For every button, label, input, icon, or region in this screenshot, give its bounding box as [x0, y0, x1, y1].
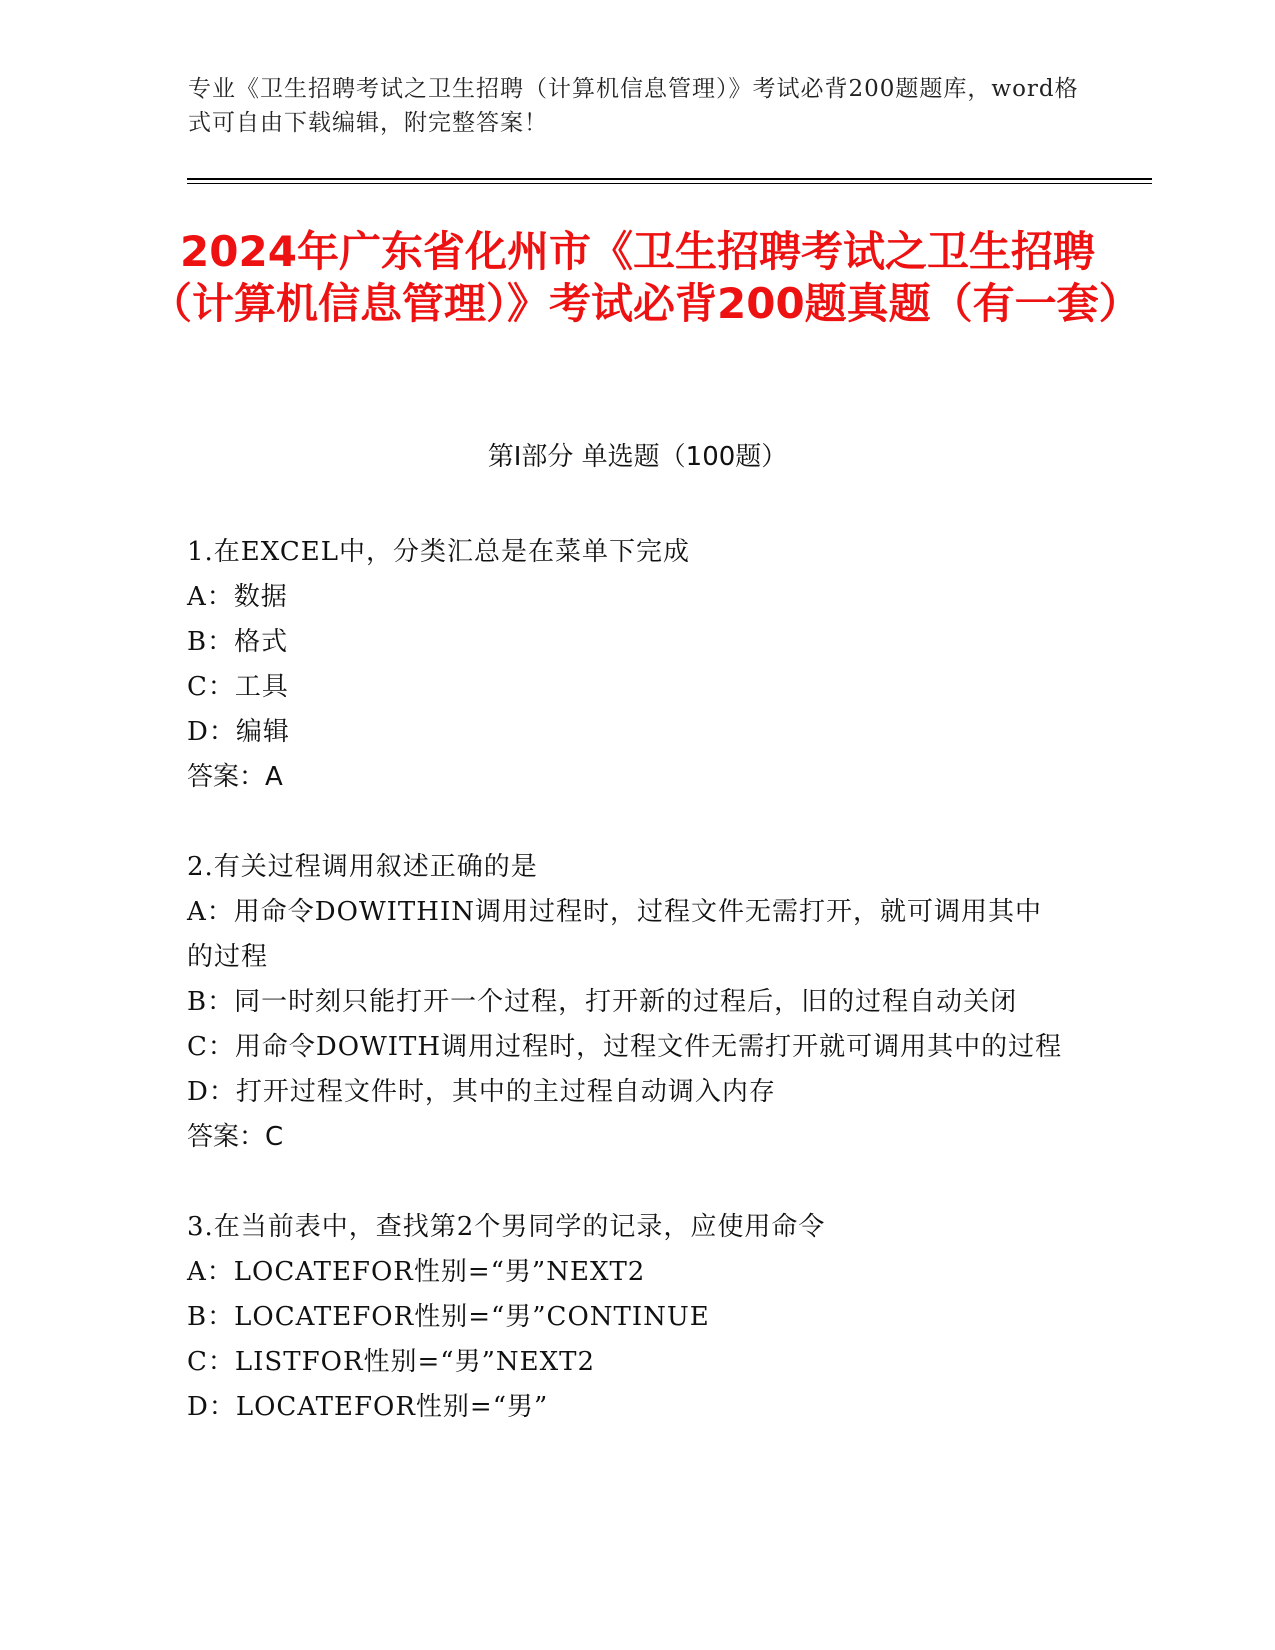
- option-b: B：LOCATEFOR性别=“男”CONTINUE: [187, 1302, 710, 1332]
- option-a: A：用命令DOWITHIN调用过程时，过程文件无需打开，就可调用其中的过程: [187, 897, 1042, 972]
- question-3: [187, 1205, 1067, 1430]
- option-c: C：工具: [187, 672, 289, 702]
- section-heading: 第Ⅰ部分 单选题（100题）: [487, 442, 788, 472]
- option-b: B：同一时刻只能打开一个过程，打开新的过程后，旧的过程自动关闭: [187, 987, 1018, 1017]
- option-c: C：LISTFOR性别=“男”NEXT2: [187, 1347, 596, 1377]
- question-text: 3.在当前表中，查找第2个男同学的记录，应使用命令: [187, 1212, 826, 1242]
- document-title: 2024年广东省化州市《卫生招聘考试之卫生招聘（计算机信息管理）》考试必背200题真题（有一套）: [150, 227, 1141, 328]
- option-d: D：LOCATEFOR性别=“男”: [187, 1392, 549, 1422]
- question-text: 1.在EXCEL中，分类汇总是在菜单下完成: [187, 537, 690, 567]
- option-b: B：格式: [187, 627, 289, 657]
- option-d: D：编辑: [187, 717, 290, 747]
- option-a: A：LOCATEFOR性别=“男”NEXT2: [187, 1257, 646, 1287]
- header-rule-thick: [187, 178, 1152, 180]
- option-a: A：数据: [187, 582, 288, 612]
- answer: 答案：C: [187, 1122, 284, 1152]
- question-list: [187, 530, 1067, 1475]
- option-c: C：用命令DOWITH调用过程时，过程文件无需打开就可调用其中的过程: [187, 1032, 1063, 1062]
- option-d: D：打开过程文件时，其中的主过程自动调入内存: [187, 1077, 776, 1107]
- question-text: 2.有关过程调用叙述正确的是: [187, 852, 538, 882]
- question-1: [187, 530, 1067, 800]
- answer: 答案：A: [187, 762, 283, 792]
- header-note: 专业《卫生招聘考试之卫生招聘（计算机信息管理）》考试必背200题题库，word格式可自由下载编辑，附完整答案！: [188, 76, 1079, 136]
- question-2: [187, 845, 1067, 1160]
- header-rule-thin: [187, 183, 1152, 184]
